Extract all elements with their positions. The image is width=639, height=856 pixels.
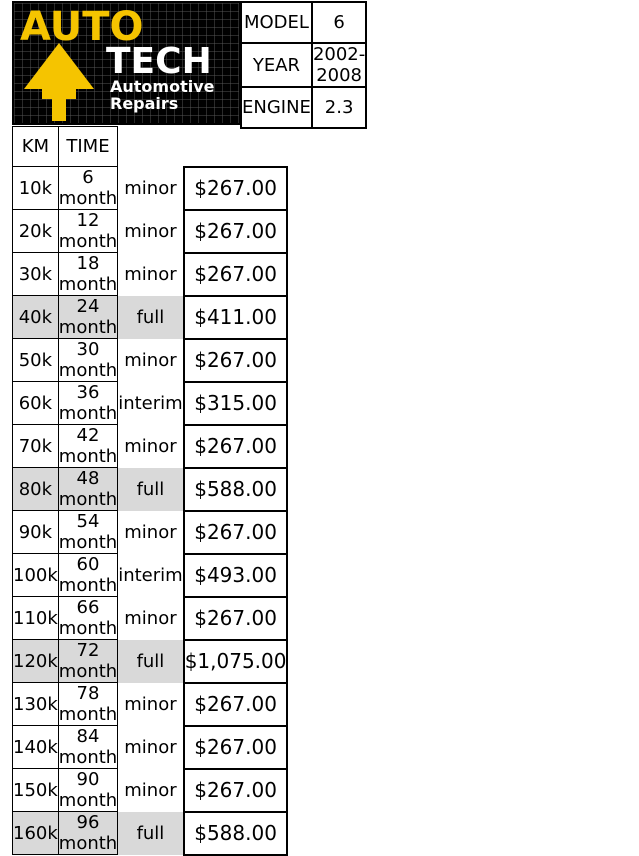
service-type-cell: interim	[118, 554, 184, 597]
schedule-row	[13, 425, 288, 468]
service-type-cell: full	[118, 468, 184, 511]
engine-label: ENGINE	[241, 87, 312, 128]
time-cell: 90 month	[58, 769, 118, 811]
km-cell: 30k	[13, 253, 59, 296]
service-type-cell: minor	[118, 597, 184, 640]
year-value: 2002-2008	[312, 44, 366, 86]
model-label: MODEL	[241, 2, 312, 43]
km-cell: 20k	[13, 210, 59, 253]
time-cell: 42 month	[58, 425, 118, 467]
km-cell: 50k	[13, 339, 59, 382]
price-cell: $267.00	[184, 769, 288, 812]
service-type-cell: minor	[118, 683, 184, 726]
schedule-row	[13, 253, 288, 296]
year-label: YEAR	[241, 43, 312, 87]
service-type-cell: minor	[118, 210, 184, 253]
service-type-cell: full	[118, 296, 184, 339]
service-type-cell: minor	[118, 167, 184, 210]
price-cell: $267.00	[184, 167, 288, 210]
schedule-row	[13, 554, 288, 597]
service-schedule-table	[12, 126, 288, 856]
vehicle-info-row	[241, 43, 366, 87]
price-cell: $588.00	[184, 812, 288, 855]
km-cell: 80k	[13, 468, 59, 511]
km-column-header: KM	[13, 127, 59, 167]
service-type-cell: full	[118, 812, 184, 855]
km-cell: 110k	[13, 597, 59, 640]
km-cell: 90k	[13, 511, 59, 554]
schedule-row	[13, 511, 288, 554]
schedule-row	[13, 167, 288, 210]
price-cell: $267.00	[184, 339, 288, 382]
time-cell: 96 month	[58, 812, 118, 854]
km-cell: 70k	[13, 425, 59, 468]
time-cell: 72 month	[58, 640, 118, 682]
time-cell: 84 month	[58, 726, 118, 768]
price-cell: $267.00	[184, 210, 288, 253]
autotech-logo-graphic	[14, 3, 239, 123]
price-cell: $267.00	[184, 425, 288, 468]
km-cell: 150k	[13, 769, 59, 812]
type-column-header	[118, 127, 184, 167]
price-cell: $411.00	[184, 296, 288, 339]
vehicle-info-row	[241, 87, 366, 128]
price-cell: $315.00	[184, 382, 288, 425]
autotech-logo	[12, 1, 241, 125]
price-cell: $493.00	[184, 554, 288, 597]
time-cell: 30 month	[58, 339, 118, 381]
price-cell: $1,075.00	[184, 640, 288, 683]
time-cell: 48 month	[58, 468, 118, 510]
time-cell: 18 month	[58, 253, 118, 295]
time-cell: 12 month	[58, 210, 118, 252]
time-cell: 54 month	[58, 511, 118, 553]
service-type-cell: minor	[118, 339, 184, 382]
time-cell: 6 month	[58, 167, 118, 209]
schedule-row	[13, 812, 288, 855]
time-cell: 66 month	[58, 597, 118, 639]
model-value: 6	[312, 2, 366, 43]
vehicle-info-table	[240, 1, 367, 129]
logo-text-auto: AUTO	[20, 4, 144, 50]
time-cell: 24 month	[58, 296, 118, 338]
km-cell: 100k	[13, 554, 59, 597]
time-cell: 60 month	[58, 554, 118, 596]
service-type-cell: minor	[118, 726, 184, 769]
km-cell: 130k	[13, 683, 59, 726]
price-column-header	[184, 127, 288, 167]
time-cell: 78 month	[58, 683, 118, 725]
price-cell: $267.00	[184, 253, 288, 296]
price-cell: $267.00	[184, 726, 288, 769]
logo-text-tech: TECH	[106, 41, 212, 82]
service-type-cell: full	[118, 640, 184, 683]
schedule-row	[13, 210, 288, 253]
km-cell: 40k	[13, 296, 59, 339]
vehicle-info-row	[241, 2, 366, 43]
schedule-header-row	[13, 127, 288, 167]
service-type-cell: minor	[118, 769, 184, 812]
km-cell: 60k	[13, 382, 59, 425]
km-cell: 160k	[13, 812, 59, 855]
schedule-row	[13, 339, 288, 382]
km-cell: 10k	[13, 167, 59, 210]
schedule-row	[13, 683, 288, 726]
service-type-cell: minor	[118, 511, 184, 554]
schedule-row	[13, 640, 288, 683]
price-cell: $267.00	[184, 511, 288, 554]
schedule-row	[13, 726, 288, 769]
time-column-header: TIME	[58, 127, 117, 167]
schedule-row	[13, 597, 288, 640]
service-type-cell: minor	[118, 253, 184, 296]
logo-text-automotive: Automotive	[110, 77, 215, 96]
km-cell: 120k	[13, 640, 59, 683]
price-cell: $588.00	[184, 468, 288, 511]
price-cell: $267.00	[184, 597, 288, 640]
logo-text-repairs: Repairs	[110, 94, 179, 113]
price-cell: $267.00	[184, 683, 288, 726]
schedule-row	[13, 296, 288, 339]
schedule-row	[13, 468, 288, 511]
engine-value: 2.3	[312, 87, 366, 128]
time-cell: 36 month	[58, 382, 118, 424]
service-type-cell: minor	[118, 425, 184, 468]
schedule-row	[13, 382, 288, 425]
km-cell: 140k	[13, 726, 59, 769]
schedule-row	[13, 769, 288, 812]
service-type-cell: interim	[118, 382, 184, 425]
